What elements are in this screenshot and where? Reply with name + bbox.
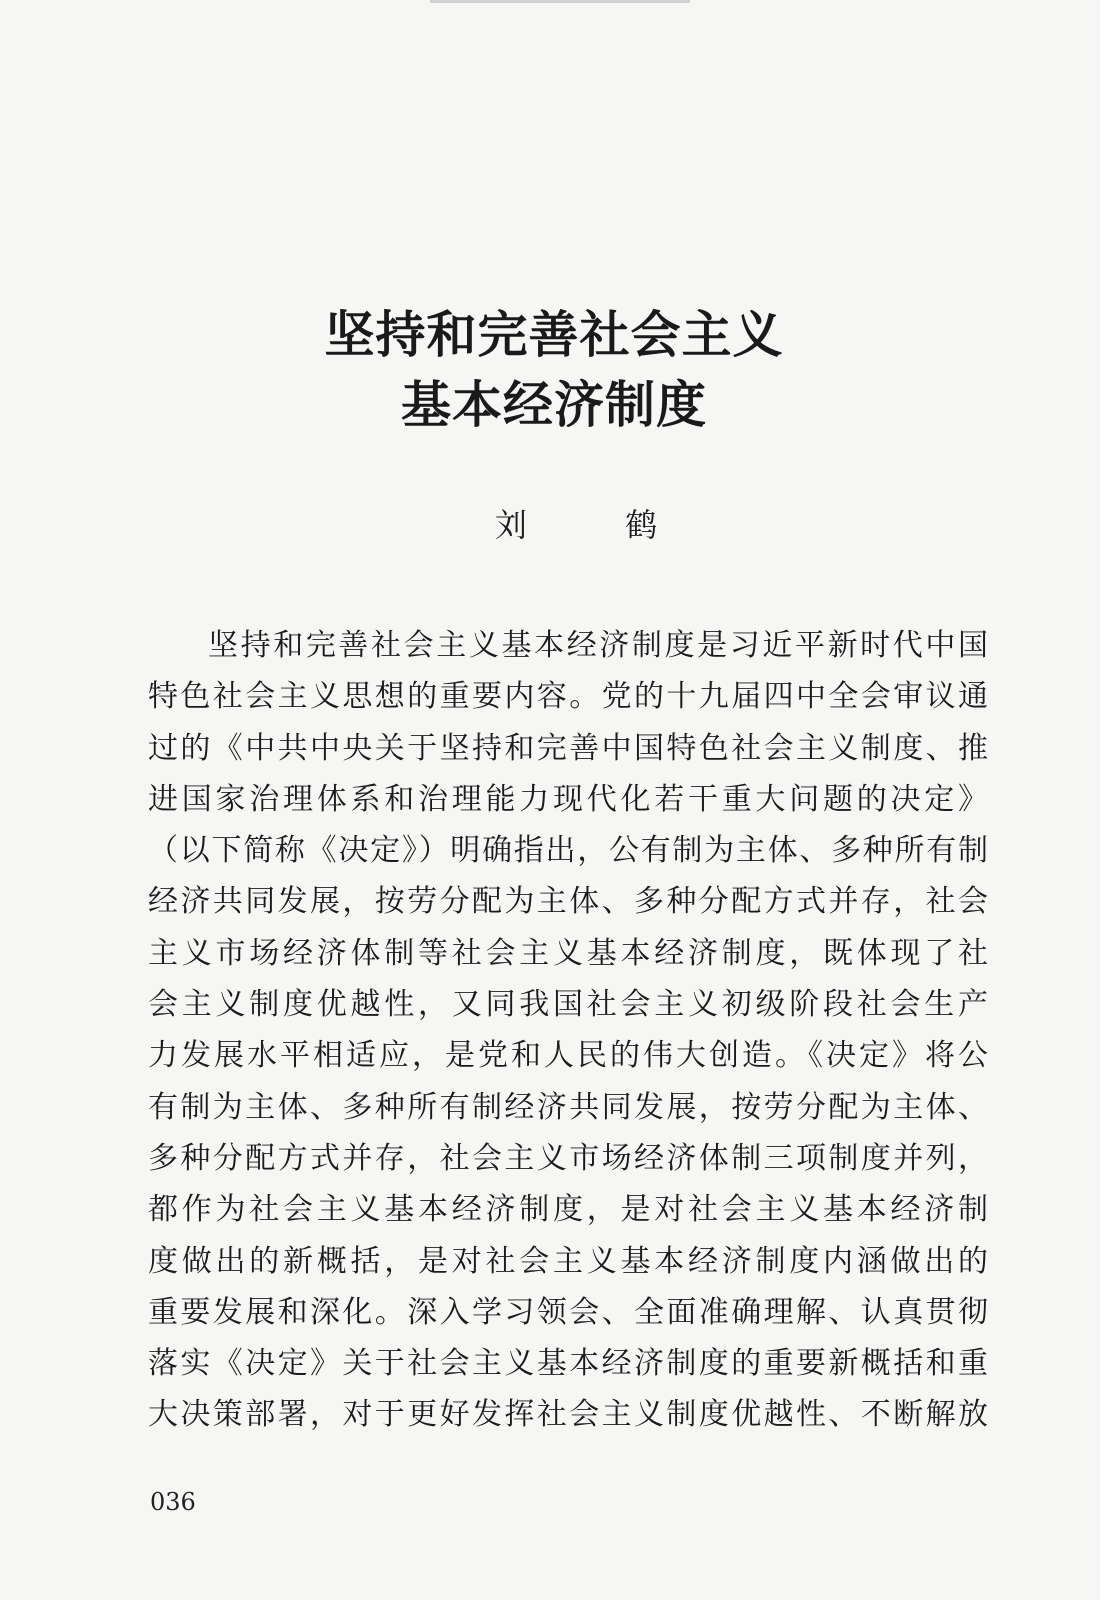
body-line: 度做出的新概括，是对社会主义基本经济制度内涵做出的 (148, 1243, 988, 1279)
body-line: 力发展水平相适应，是党和人民的伟大创造。《决定》将公 (148, 1038, 988, 1074)
scan-page-edge (1100, 0, 1108, 1600)
body-line: 特色社会主义思想的重要内容。党的十九届四中全会审议通 (148, 679, 988, 715)
body-line: 坚持和完善社会主义基本经济制度是习近平新时代中国 (208, 628, 988, 663)
body-line: 经济共同发展，按劳分配为主体、多种分配方式并存，社会 (148, 884, 988, 920)
body-line: 大决策部署，对于更好发挥社会主义制度优越性、不断解放 (148, 1397, 988, 1433)
body-line: 过的《中共中央关于坚持和完善中国特色社会主义制度、推 (148, 730, 988, 766)
scan-edge-mark (430, 0, 690, 3)
title-line-2: 基本经济制度 (401, 375, 707, 434)
author-name: 刘 鹤 (494, 506, 702, 544)
body-line: 会主义制度优越性，又同我国社会主义初级阶段社会生产 (148, 987, 988, 1023)
body-line: （以下简称《决定》）明确指出，公有制为主体、多种所有制 (148, 833, 988, 869)
title-line-1: 坚持和完善社会主义 (324, 305, 784, 364)
body-line: 主义市场经济体制等社会主义基本经济制度，既体现了社 (148, 935, 988, 971)
body-line: 多种分配方式并存，社会主义市场经济体制三项制度并列， (148, 1140, 988, 1176)
page-number: 036 (150, 1488, 196, 1516)
body-line: 重要发展和深化。深入学习领会、全面准确理解、认真贯彻 (148, 1294, 988, 1330)
body-line: 都作为社会主义基本经济制度，是对社会主义基本经济制 (148, 1192, 988, 1228)
body-line: 进国家治理体系和治理能力现代化若干重大问题的决定》 (148, 781, 988, 817)
body-line: 落实《决定》关于社会主义基本经济制度的重要新概括和重 (148, 1346, 988, 1382)
body-line: 有制为主体、多种所有制经济共同发展，按劳分配为主体、 (148, 1089, 988, 1125)
article-title (0, 300, 1108, 440)
article-body (148, 620, 988, 1441)
